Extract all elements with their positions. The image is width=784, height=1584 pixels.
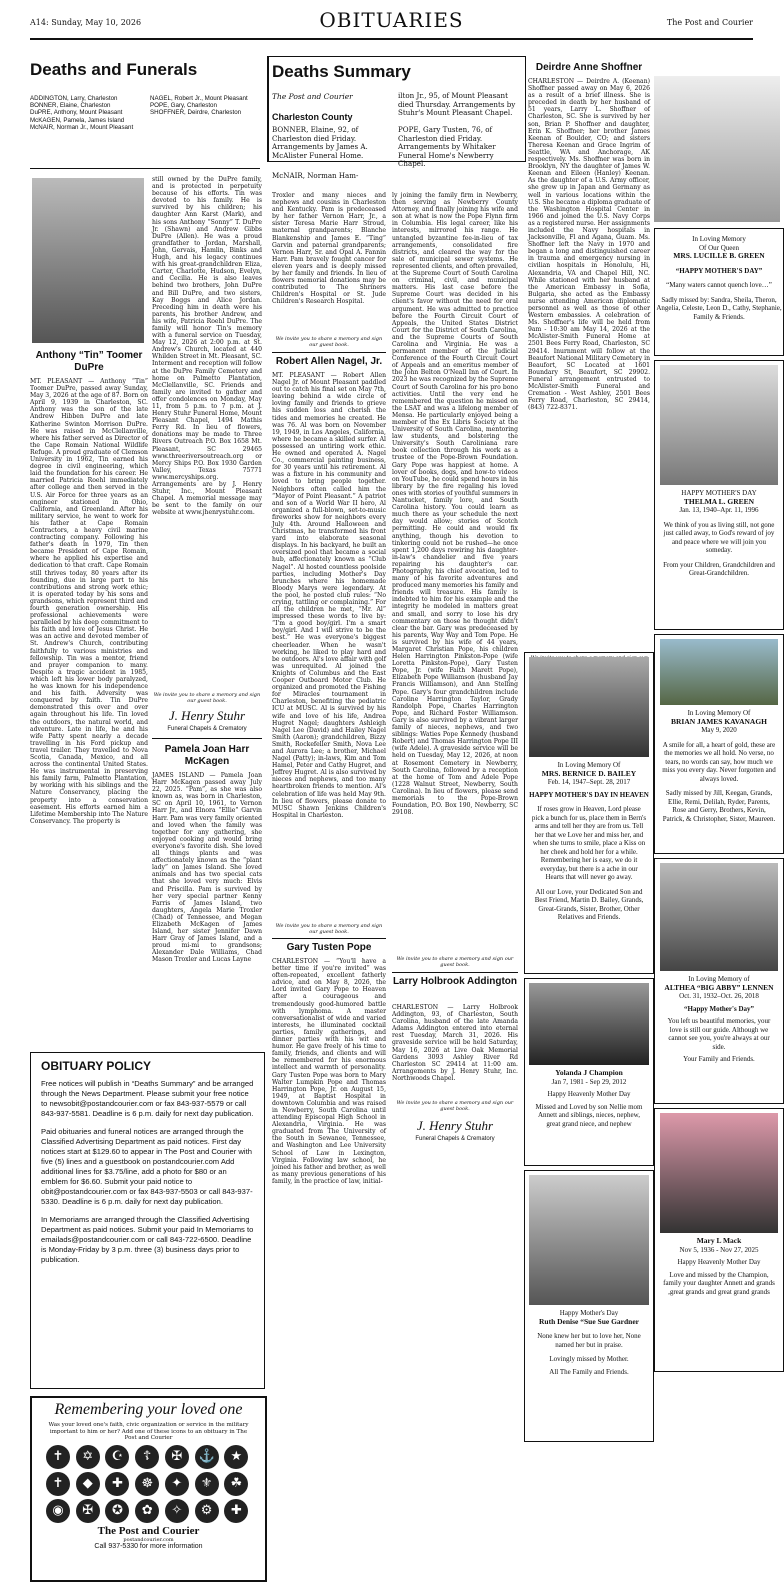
memorial-name: THELMA L. GREEN xyxy=(683,496,755,506)
flower-icon[interactable]: ✿ xyxy=(135,1499,159,1523)
index-entry[interactable]: NAGEL, Robert Jr., Mount Pleasant xyxy=(150,95,248,102)
deaths-funerals-title: Deaths and Funerals xyxy=(30,60,198,79)
memorial-name: Ruth Denise “Sue Sue Gardner xyxy=(538,1316,639,1326)
obit-text-mckagen-cont: Troxler and many nieces and nephews and cousins in Charleston and Kentucky. Pam is predeceased by her father Vernon Harr, Jr., a sister Teresa Marie Harr Stroud, maternal grandparents; Blanche Blankenship and James E. “Ting” Garvin and paternal grandparents; Vernon Harr, Sr. and Opal A. Fannin Harr. Pam bravely fought cancer for eleven years and is deeply missed by her family and friends. In lieu of flowers memorial donations may be contributed to The Shriners Children's Hospital or St. Jude Children's Research Hospital. xyxy=(272,192,386,306)
memorial-greeting: “HAPPY MOTHER'S DAY” xyxy=(675,266,763,275)
obit-name-addington: Larry Holbrook Addington xyxy=(392,976,518,987)
index-entry[interactable]: SHOFFNER, Deirdre, Charleston xyxy=(150,109,242,117)
emblem-grid xyxy=(46,1445,251,1523)
memorial-poem: You left us beautiful memories, your love is still our guide. Although we cannot see you, you're always at our side. xyxy=(667,1017,771,1051)
paper-web[interactable]: postandcourier.com xyxy=(123,1536,174,1543)
memorial-poem: If roses grow in Heaven, Lord please pick a bunch for us, place them in Bern's arms and tell her they are from us. Tell her that we Love her and miss her, and when she turns to smile, place a Kiss on her cheek and hold her for a while. Remembering her is easy, we do it everyday, but there is a ache in our Hearts that will never go away. xyxy=(531,805,647,881)
memorial-champion xyxy=(524,978,654,1166)
divider xyxy=(30,168,260,169)
memorial-dates: Oct. 31, 1932–Oct. 26, 2018 xyxy=(679,992,759,1000)
gardner-photo xyxy=(529,1175,649,1305)
obit-text-dupre-2: still owned by the DuPre family, and is protected in perpetuity because of his efforts. Tin was devoted to his family. He is survived by his children; his daughter Ann Karst (Mark), and his sons Anthony “Sonny” T. DuPre Jr. (Shawn) and Andrew Gibbs DuPre (Allen). He was a proud grandfather to Jordan, Marshall, John, Gervais, Hamlin, Binks and Hugh, and his legacy continues with his great-grandchildren Eliza, Carter, Charlotte, Hudson, Evelyn, and Cecilia. He is also leaves behind two brothers, John DuPre and Bill DuPre, and two sisters, Kay Boggs and Alice Jordan. Preceding him in death were his parents, his brother Andrew, and his wife, Patricia Roehl DuPre. The family will honor Tin's memory with a funeral service on Tuesday, May 12, 2026 at 2:00 p.m. at St. Andrew's Church, located at 440 Whilden Street in Mt. Pleasant, SC. Interment and reception will follow at the DuPre Family Cemetery and home on Palmetto Plantation, McClellanville, SC. Friends and family are invited to gather and offer condolences on Monday, May 11, from 5 p.m. to 7 p.m. at J. Henry Stuhr Funeral Home, Mount Pleasant Chapel, 1494 Mathis Ferry Rd. In lieu of flowers, donations may be made to Three Rivers Outreach P.O. Box 1658 Mt. Pleasant, SC 29465 www.threeriversoutreach.org or Mercy Ships P.O. Box 1930 Garden Valley, Texas 75771 www.mercyships.org. Arrangements are by J. Henry Stuhr, Inc., Mount Pleasant Chapel. A memorial message may be sent to the family on our website at www.jhenrystuhr.com. xyxy=(152,176,262,517)
military-star-icon[interactable]: ✪ xyxy=(105,1499,129,1523)
greek-cross-icon[interactable]: ✚ xyxy=(105,1472,129,1496)
stuhr-logo: J. Henry Stuhr xyxy=(416,1118,494,1133)
mack-photo xyxy=(660,1113,778,1233)
memorial-signature: From your Children, Grandchildren and Great-Grandchildren. xyxy=(663,560,775,577)
stuhr-logo-sub: Funeral Chapels & Crematory xyxy=(167,726,247,732)
fleur-de-lis-icon[interactable]: ⚜ xyxy=(195,1472,219,1496)
memorial-dates: Jan 7, 1981 - Sep 29, 2012 xyxy=(551,1077,627,1086)
memorial-name: BRIAN JAMES KAVANAGH xyxy=(671,716,767,726)
memorial-poem: We think of you as living still, not gone just called away, to God's reward of joy and peace where we will join you someday. xyxy=(663,520,775,554)
summary-county: Charleston County xyxy=(272,112,353,122)
memorial-mack xyxy=(654,1108,784,1372)
seal-icon[interactable]: ◉ xyxy=(46,1499,70,1523)
memorial-name: MRS. LUCILLE B. GREEN xyxy=(673,251,765,260)
gear-icon[interactable]: ⚙ xyxy=(195,1499,219,1523)
summary-entry-pope: POPE, Gary Tusten, 76, of Charleston died Friday. Arrangements by Whitaker Funeral Home's Newberry Chapel. xyxy=(398,125,496,169)
memorial-greeting: HAPPY MOTHER'S DAY IN HEAVEN xyxy=(529,790,649,799)
call-info: Call 937-5330 for more information xyxy=(94,1542,203,1550)
memorial-greeting: Happy Heavenly Mother Day xyxy=(677,1258,761,1266)
guestbook-invite[interactable]: We invite you to share a memory and sign our guest book. xyxy=(275,336,383,348)
memorial-dates: Feb. 14, 1947–Sept. 28, 2017 xyxy=(547,778,631,786)
maltese-cross-icon[interactable]: ✠ xyxy=(165,1445,189,1469)
summary-entry-mcnair-cont: ilton Jr., 95, of Mount Pleasant died Thursday. Arrangements by Stuhr's Mount Pleasant Chapel. xyxy=(398,91,516,118)
memorial-line: Lovingly missed by Mother. xyxy=(549,1355,629,1363)
paper-name: The Post and Courier xyxy=(666,18,753,27)
diamond-icon[interactable]: ◆ xyxy=(76,1472,100,1496)
memorial-quote: “Many waters cannot quench love…” xyxy=(666,281,772,289)
eastern-star-icon[interactable]: ✦ xyxy=(165,1472,189,1496)
obit-name-shoffner: Deirdre Anne Shoffner xyxy=(535,62,643,73)
memorial-greeting: Happy Heavenly Mother Day xyxy=(547,1090,631,1098)
remembering-ad xyxy=(30,1396,267,1582)
page-number: A14: Sunday, May 10, 2026 xyxy=(30,18,142,27)
memorial-poem: A smile for all, a heart of gold, these are the memories we all hold. No verse, no tears, no words can say, how much we miss you every day. Never forgotten and always loved. xyxy=(662,740,776,783)
memorial-thelma xyxy=(654,360,784,630)
memorial-line: In Loving Memory Of xyxy=(557,761,621,769)
obituary-policy-box xyxy=(30,1052,265,1389)
remembering-title: Remembering your loved one xyxy=(54,1401,243,1418)
dupre-photo xyxy=(32,178,144,343)
memorial-dates: Nov 5, 1936 - Nov 27, 2025 xyxy=(679,1245,759,1254)
index-entry[interactable]: DuPRE, Anthony, Mount Pleasant xyxy=(30,109,123,117)
memorial-line: In Loving Memory of xyxy=(688,975,750,983)
obit-text-pope-2: ly joining the family firm in Newberry, then serving as Newberry County Attorney, and finally joining his wife and son at what is now the Pope Flynn firm in Columbia. His legal career, like his interests, mirrored his range. He untangled byzantine fee-in-lieu of tax arrangements, consolidated fire districts, and cleared the way for the sale of municipal sewer systems. He represented clients, and often prevailed, at the Supreme Court of South Carolina on criminal, civil, and municipal matters. His last case before the Supreme Court was decided in his client's favor without the need for oral argument. He was admitted to practice before the Fourth Circuit Court of Appeals, the United States District Court for the District of South Carolina, and the Supreme Courts of South Carolina and Virginia. He was a permanent member of the Judicial Conference of the Fourth Circuit Court of Appeals and an emeritus member of the John Belton O'Neall Inn of Court. In 2023 he was recognized by the Supreme Court of South Carolina for his pro bono activities. Until the very end he remembered the question he missed on the LSAT and was a lifelong member of Mensa. He particularly enjoyed being a member of the Ex Libris Society at the University of South Carolina, mentoring law students, and bolstering the University's South Caroliniana rare book collection through his work as a trustee of the Pope-Brown Foundation. Gary Pope was happiest at home. A lover of books, dogs, and how-to videos on YouTube, he could spend hours in his library by the fire regaling his loved ones with stories of youthful summers in Nantucket, family lore, and South Carolina history. You could learn as much there as your schedule the next day would allow; stories of Scotch permitting. He could and would fix anything, though his devotion to tinkering could not be rushed—he once spent 1,200 days rewiring his daughter-in-law's chandelier and five years repairing his daughter's car. Photography, his chief avocation, led to many of his favorite adventures and produced many memories his family and friends will treasure. His family is indebted to him for his example and the integrity he modeled in matters great and small, and sorry to lose his dry commentary on those he thought didn't clear the bar. Gary was predeceased by his parents, Way Way and Tom Pope. He is survived by his wife of 44 years, Margaret Christian Pope, his children Helen Harrington Pinkston-Pope (wife Loretta Pinkston-Pope), Gary Tusten Pope, Jr. (wife Faith Marett Pope), Elizabeth Pope Williamson (husband Jay Francis Williamson), and Ann Stelling Pope. Gary's four grandchildren include Caroline Harrington Taylor, Grady Randolph Pope, Charles Harrington Pope, and Richard Foster Williamson. Gary is also survived by a vibrant larger family of nieces, nephews, and two siblings: Waties Pope Kennedy (husband Robert) and Thomas Harrington Pope III (wife Adele). A graveside service will be held on Tuesday, May 12, 2026, at noon at Rosemont Cemetery in Newberry, South Carolina, followed by a reception at the home of Tom and Adele Pope (1228 Walnut Street, Newberry, South Carolina). In lieu of flowers, please send memorials to the Pope-Brown Foundation, P.O. Box 190, Newberry, SC 29108. xyxy=(392,192,518,817)
memorial-name: Yolanda J Champion xyxy=(555,1068,623,1077)
champion-photo xyxy=(529,983,649,1065)
paper-logo: The Post and Courier xyxy=(97,1524,200,1537)
index-entry[interactable]: BONNER, Elaine, Charleston xyxy=(30,102,111,110)
memorial-line: In Loving Memory Of xyxy=(687,709,751,717)
obit-text-dupre-1: MT. PLEASANT — Anthony “Tin” Toomer DuPre, passed away Sunday, May 3, 2026 at the age of 87. Born on April 9, 1939 in Charleston, SC. Anthony was the son of the late Andrew Hibben DuPre and late Katherine Swinton Morrison DuPre. He was raised in McClellanville, where his father served as Director of the Cape Romain National Wildlife Refuge. A proud graduate of Clemson University in 1962, Tin earned his degree in civil engineering, which laid the foundation for his career. He married Patricia Roehl immediately after college and then served in the U.S. Air Force for three years as an engineer stationed in Ohio, California, and Greenland. After his military service, he went to work for his father at Cape Romain Contractors, a heavy civil marine contracting company. Following his father's death in 1979, Tin then became President of Cape Romain, where he applied his expertise and dedication to that craft. Cape Romain still thrives today, 80 years after its founding, due in large part to his contributions and strong work ethic; it is operated today by his sons and grandsons, which represent third and fourth generation ownership. His professional achievements were paralleled by his deep commitment to his faith and love of Jesus Christ. He was an active and devoted member of St. Andrew's Church, contributing faithfully to various ministries and fellowship. Tin was a mentor, friend and prayer companion to many. Despite a tragic accident in 1985, which left his lower body paralyzed, he was known for his independence and his faith. Adversity was conquered by faith. Tin DuPre demonstrated this over and over again throughout his life. Tin loved the outdoors, the natural world, and adventure. Late in life, he and his wife Patty spent nearly a decade travelling in his Ford pickup and travel trailer. They travelled to Nova Scotia, Canada, Mexico, and all across the continental United States. He was instrumental in preserving his family farm, Palmetto Plantation, by working with his siblings and the Nature Conservancy, placing the property into a conservation easement. His efforts earned him a Lifetime Membership into The Nature Conservancy. The property is xyxy=(30,378,148,825)
memorial-kavanagh xyxy=(654,634,784,854)
memorial-dates: Jan. 13, 1940–Apr. 11, 1996 xyxy=(679,506,759,514)
guestbook-invite[interactable]: We invite you to share a memory and sign our guest book. xyxy=(396,956,514,968)
maltese-cross-icon[interactable]: ✠ xyxy=(76,1499,100,1523)
navy-anchor-icon[interactable]: ⚓ xyxy=(195,1445,219,1469)
guestbook-invite[interactable]: We invite you to share a memory and sign our guest book. xyxy=(275,923,383,935)
memorial-signature: All The Family and Friends. xyxy=(549,1367,629,1376)
kavanagh-photo xyxy=(660,639,778,705)
memorial-lennen xyxy=(654,858,784,1104)
red-cross-icon[interactable]: ✚ xyxy=(224,1499,248,1523)
index-entry[interactable]: ADDINGTON, Larry, Charleston xyxy=(30,95,118,102)
memorial-name: MRS. BERNICE D. BAILEY xyxy=(541,768,637,778)
memorial-signature: Love and missed by the Champion, family your daughter Annett and grands ,great grands and great grand grands xyxy=(663,1270,775,1296)
guestbook-invite[interactable]: We invite you to share a memory and sign our guest book. xyxy=(396,1100,514,1112)
green-photo xyxy=(654,76,780,222)
divider xyxy=(272,938,386,939)
memorial-name: ALTHEA “BIG ABBY” LENNEN xyxy=(664,982,774,992)
memorial-dates: May 9, 2020 xyxy=(701,726,737,734)
cross-icon[interactable]: ✝ xyxy=(46,1445,70,1469)
memorial-gardner xyxy=(524,1170,654,1442)
sparkle-icon[interactable]: ✧ xyxy=(165,1499,189,1523)
orthodox-cross-icon[interactable]: ☦ xyxy=(135,1445,159,1469)
policy-paragraph: Free notices will publish in “Deaths Summary” and be arranged through the News Department. Please submit your free notice to newsobit@postandcourier.com or fax 843-937-5579 or call 843-937-5581. Deadline is 6 p.m. daily for next day publication. xyxy=(41,1079,254,1118)
summary-source: The Post and Courier xyxy=(272,92,353,101)
divider xyxy=(152,738,262,739)
obit-name-mckagen: Pamela Joan Harr McKagen xyxy=(164,744,250,767)
guestbook-invite[interactable]: We invite you to share a memory and sign our guest book. xyxy=(153,692,261,704)
deaths-index-col1 xyxy=(30,95,140,131)
obit-text-nagel: MT. PLEASANT — Robert Allen Nagel Jr. of Mount Pleasant paddled out to catch his final set on May 7th, leaving behind a wide circle of loving family and friends to grieve his sudden loss and cherish the tides and memories he created. He was 76. Al was born on November 19, 1949, in Los Angeles, California, where he became a skilled surfer. Al possessed an untiring work ethic. He owned and operated A. Nagel Co., commercial painting business, for 30 years until his retirement. Al was a fixture in his community and loved to bring people together. Neighbors often called him the “Mayor of Point Pleasant.” A patriot and son of a World War II hero, Al organized a full-blown, set-to-music fireworks show for neighbors every July 4th. Around Halloween and Christmas, he transformed his front yard into elaborate seasonal displays. In his backyard, he built an oversized pool that became a social hub, affectionately known as “Club Nagel”. Al hosted countless poolside parties, including Mother's Day brunches where his homemade Bloody Marys were legendary. At the pool, he posted club rules: “No crying, tattling or complaining.” For all the children he met, “Mr. Al” impressed these words to live by: “I'm a good boy/girl. I'm a smart boy/girl. And I will strive to be the best.” He was everyone's biggest cheerleader. When he wasn't working, he liked to play hard and be outdoors. Al's love affair with golf was unrequited. Al joined the Knights of Columbus and the East Cooper Outboard Motor Club. He organized and promoted the Fishing for Miracles tournament in Charleston, benefiting the pediatric ICU at MUSC. Al is survived by his wife and love of his life, Andrea Hugret Nagel; daughters Ashleigh Nagel Lee (David) and Hailey Nagel Smith (Aaron); grandchildren, Bizzy Smith, Rockefeller Smith, Nova Lee and Aurora Lee; a brother, Michael Nagel (Patty); in-laws, Kim and Tom Hamel, Peter and Cathy Hugret, and Jeffrey Hugret. Al is also survived by nieces and nephews, and too many heartbroken friends to mention. Al's celebration of life was held May 9th. In lieu of flowers, please donate to MUSC Shawn Jenkins Children's Hospital in Charleston. xyxy=(272,372,386,819)
memorial-greeting: HAPPY MOTHER'S DAY xyxy=(681,489,757,497)
index-entry[interactable]: POPE, Gary, Charleston xyxy=(150,102,217,110)
obit-text-addington: CHARLESTON — Larry Holbrook Addington, 93, of Charleston, South Carolina, husband of the late Amanda Adams Addington entered into eternal rest Tuesday, March 31, 2026. His graveside service will be held Saturday, May 16, 2026 at Live Oak Memorial Gardens 3093 Ashley River Rd Charleston SC 29414 at 11:00 am. Arrangements by J. Henry Stuhr, Inc. Northwoods Chapel. xyxy=(392,1004,518,1082)
memorial-signature: Sadly missed by: Sandra, Sheila, Theron, Angelia, Celeste, Leon D., Cathy, Stephanie, Family & Friends. xyxy=(656,295,782,321)
section-title: OBITUARIES xyxy=(319,8,464,32)
memorial-signature: Your Family and Friends. xyxy=(683,1055,755,1063)
stuhr-logo: J. Henry Stuhr xyxy=(168,708,246,723)
obit-text-pope-1: CHARLESTON — “You'll have a better time if you're invited” was often-repeated, excellent fatherly advice, and on May 8, 2026, the Lord invited Gary Pope to Heaven after a courageous and tremendously good-humored battle with lymphoma. A master conversationalist of wide and varied interests, he illuminated cocktail parties, family gatherings, and dinner parties with his wit and humor. He gave freely of his time to family, friends, and clients and will be remembered for his enormous intellect and warmth of personality. Gary Tusten Pope was born to Mary Walter Lumpkin Pope and Thomas Harrington Pope, Jr. on August 15, 1949, at Baptist Hospital in downtown Columbia and was raised in Newberry, South Carolina until attending Episcopal High School in Alexandria, Virginia. He was graduated from The University of the South in Sewanee, Tennessee, and Washington and Lee University School of Law in Lexington, Virginia. Following law school, he joined his father and brother, as well as many previous generations of his family, in the practice of law, initial- xyxy=(272,958,386,1185)
index-entry[interactable]: McNAIR, Norman Jr., Mount Pleasant xyxy=(30,123,134,131)
policy-paragraph: In Memoriams are arranged through the Classified Advertising Department as paid notices. Submit your paid In Memoriams to emailads@postandcourier.com or call 843-722-6500. Deadline is Monday-Friday by 3 p.m. three (3) business days prior to publication. xyxy=(41,1215,254,1264)
summary-entry-mcnair: McNAIR, Norman Ham- xyxy=(272,171,359,180)
obit-text-mckagen: JAMES ISLAND — Pamela Joan Harr McKagen passed away July 22, 2025. “Pam”, as she was also known as, was born in Charleston, SC on April 10, 1961, to Vernon Harr Jr., and Elnora “Ellie” Garvin Harr. Pam was very family oriented and loved when the family was together for any gathering, she enjoyed cooking and would bring everyone's favorite dish. She loved all things plants and was affectionately known as the “plant lady” on James Island. She loved animals and has two special cats that she loved very much: Elvis and Priscilla. Pam is survived by her very special partner Kenny Farris of James Island, two daughters, Angela Marie Troxler (Chad) of Tennessee, and Megan Elizabeth McKagen of James Island, her sister Jennifer Dawn Harr Gray of James Island, and a proud mi-mi to grandsons; Alexander Dale Williams, Chad Mason Troxler and Lucas Layne xyxy=(152,772,262,964)
memorial-greeting: “Happy Mother's Day” xyxy=(684,1004,754,1013)
index-entry[interactable]: McKAGEN, Pamela, James Island xyxy=(30,116,125,124)
memorial-green xyxy=(654,228,784,356)
memorial-greeting: Happy Mother's Day xyxy=(559,1309,619,1317)
deaths-index-col2 xyxy=(150,95,255,117)
obit-text-shoffner: CHARLESTON — Deirdre A. (Keenan) Shoffner passed away on May 6, 2026 as a result of a brief illness. She is preceded in death by her husband of 51 years, Larry L. Shoffner of Charleston, SC. She is survived by her son, Brian P. Shoffner and daughter, Erin K. Shoffner; her brother James Keenan of Boulder, CO; and sisters Theresa Keenan and Grace Ingrim of Seattle, WA and Anchorage, AK respectively. Ms. Shoffner was born in Brooklyn, NY the daughter of James W. Keenan and Eileen (Hanley) Keenan. As the daughter of a U.S. Army officer, she grew up in Japan and Germany as well in various locations within the U.S. She became a diploma graduate of the Washington Hospital Center in 1966 and joined the U.S. Navy Corps as a registered nurse. Her assignments included the Navy hospitals in Jacksonville, Fl and Agana, Guam. Ms. Shoffner left the Navy in 1970 and began a long and distinguished career in trauma and emergency nursing in civilian hospitals in Honolulu, Hi, Alexandria, VA and Chapel Hill, NC. While stationed with her husband at the American Embassy in Sofia, Bulgaria, she acted as the Embassy nurse attending American diplomatic personnel as well as those of other Western embassies. A celebration of Ms. Shoffner's life will be held from 9am - 10:30 am May 14, 2026 at the McAlister-Smith Funeral Home at 2501 Bees Ferry Road, Charleston, SC 29414. Inurnment will follow at the Beaufort National Military Cemetery in Beaufort, SC Located at 1601 Boundary St, Beaufort, SC 29902. Funeral arrangement entrusted to McAlister-Smith Funeral and Cremation - West Ashley, 2501 Bees Ferry Road, Charleston, SC 29414, (843) 722-8371. xyxy=(528,78,650,412)
memorial-bailey xyxy=(524,652,654,974)
obit-name-pope: Gary Tusten Pope xyxy=(286,942,372,953)
obit-name-dupre: Anthony “Tin” Toomer DuPre xyxy=(35,350,143,373)
memorial-signature: All our Love, your Dedicated Son and Best Friend, Martin D. Bailey, Grands, Great-Grands, Sister, Brother, Other Relatives and Friends. xyxy=(534,887,644,921)
divider xyxy=(272,352,386,353)
memorial-line: In Loving Memory xyxy=(692,235,746,243)
bailey-photo xyxy=(529,657,649,757)
obit-name-nagel: Robert Allen Nagel, Jr. xyxy=(275,356,383,367)
thelma-photo xyxy=(660,365,778,485)
lennen-photo xyxy=(660,863,778,971)
memorial-name: Mary L Mack xyxy=(696,1236,742,1245)
memorial-poem: None knew her but to love her, None named her but in praise. xyxy=(537,1332,641,1349)
deaths-summary-title: Deaths Summary xyxy=(272,62,411,81)
page-header xyxy=(30,8,753,40)
memorial-line: Of Our Queen xyxy=(698,243,740,252)
policy-title: OBITUARY POLICY xyxy=(41,1059,152,1073)
shamrock-icon[interactable]: ☘ xyxy=(224,1472,248,1496)
remembering-text: Was your loved one's faith, civic organization or service in the military important to him or her? Add one of these icons to an obituary in The Post and Courier xyxy=(48,1422,249,1442)
cross-icon[interactable]: ✝ xyxy=(46,1472,70,1496)
summary-entry-bonner: BONNER, Elaine, 92, of Charleston died Friday. Arrangements by James A. McAlister Funeral Home. xyxy=(272,125,368,160)
divider xyxy=(392,972,518,973)
memorial-signature: Sadly missed by Jill, Keegan, Grands, Ellie, Remi, Delilah, Ryder, Parents, Rose and Gerry, Brothers, Kevin, Patrick, & Christopher, Sister, Maureen. xyxy=(662,789,776,823)
stuhr-logo-sub: Funeral Chapels & Crematory xyxy=(415,1136,495,1142)
star-of-david-icon[interactable]: ✡ xyxy=(76,1445,100,1469)
army-star-icon[interactable]: ★ xyxy=(224,1445,248,1469)
policy-paragraph: Paid obituaries and funeral notices are arranged through the Classified Advertising Department as paid notices. First day notices start at $129.60 to appear in The Post and Courier with five (5) lines and a guestbook on postandcourier.com Add additional lines for $3.75/line, add a photo for $80 or an emblem for $6.60. Submit your paid notice to obit@postandcourier.com or fax 843-937-5503 or call 843-937-5330. Deadline is 6 p.m. daily for next day publication. xyxy=(41,1127,253,1206)
memorial-signature: Missed and Loved by son Nellie mom Annett and siblings, nieces, nephew, great grand niece, and nephew xyxy=(535,1102,643,1128)
dharma-wheel-icon[interactable]: ☸ xyxy=(135,1472,159,1496)
crescent-icon[interactable]: ☪ xyxy=(105,1445,129,1469)
